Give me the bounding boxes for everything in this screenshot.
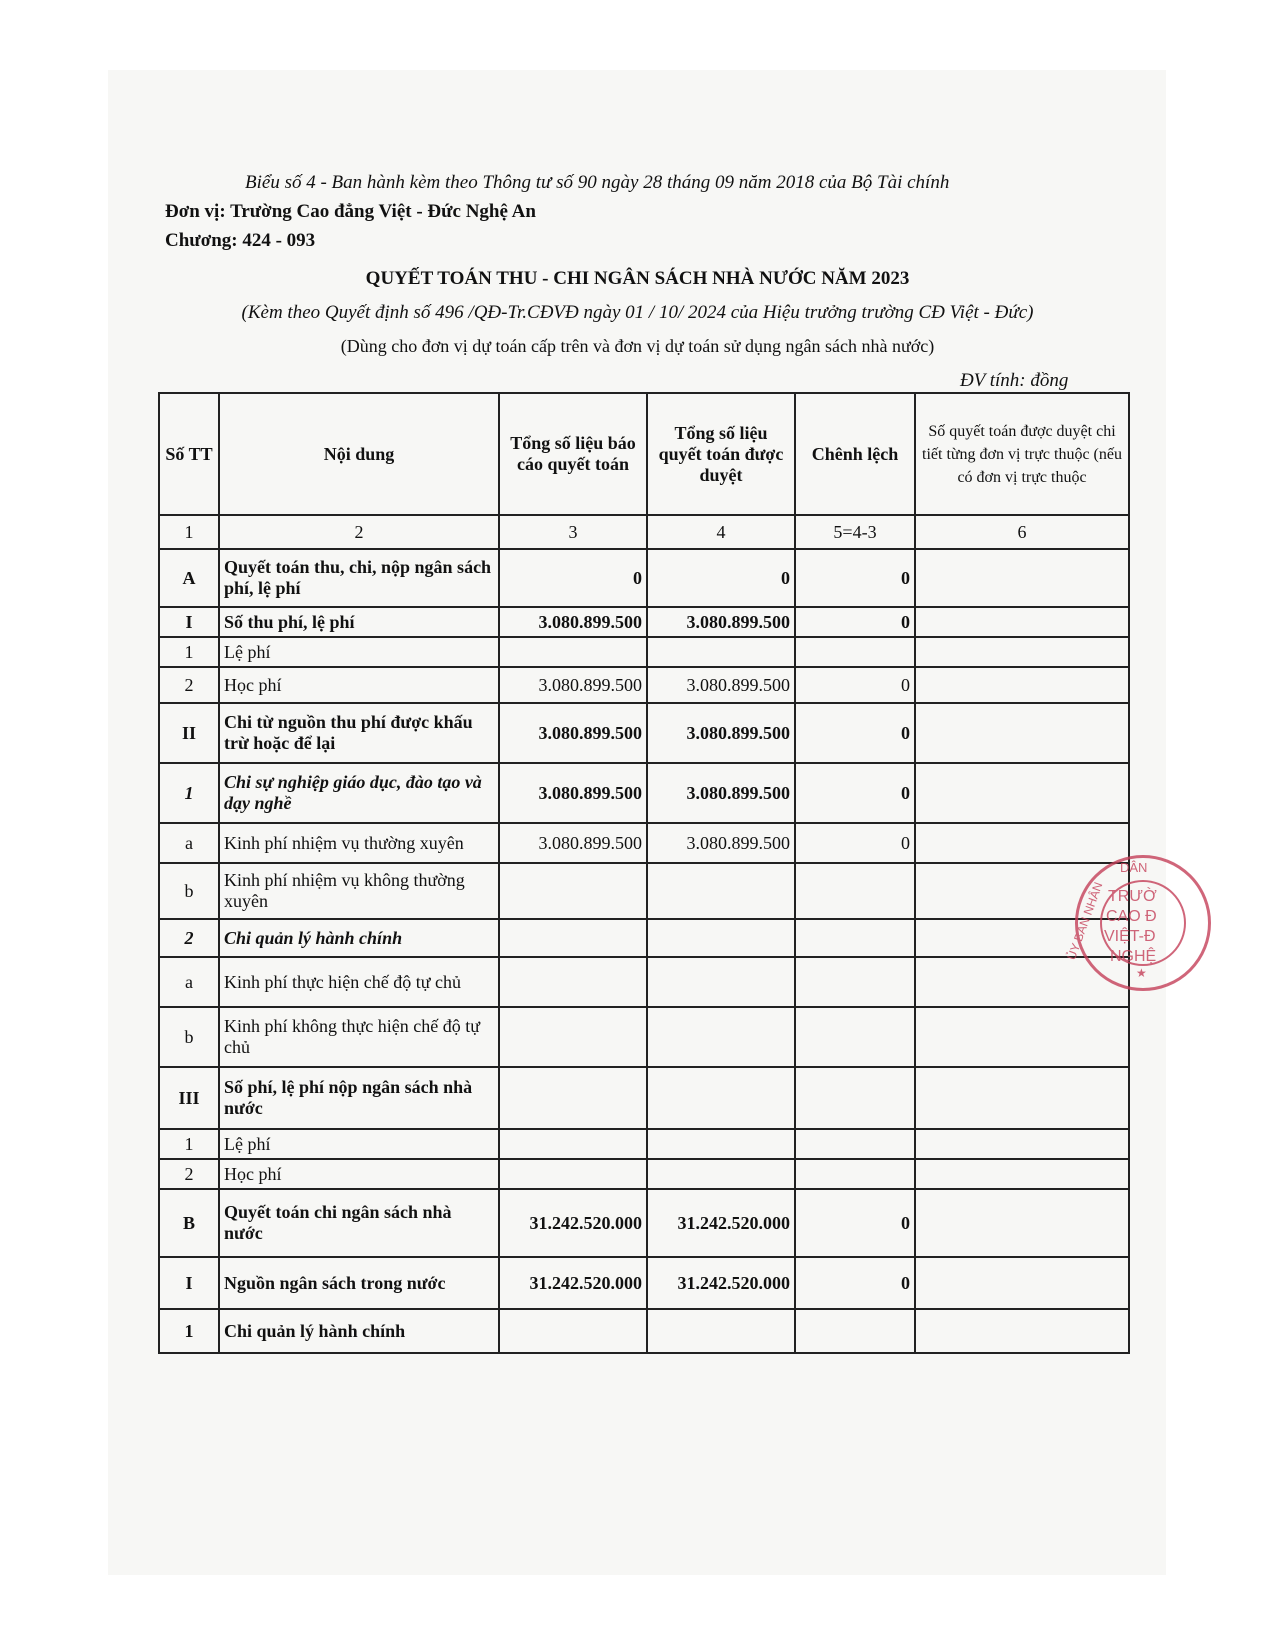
row-approved — [647, 957, 795, 1007]
col-number-2: 2 — [219, 515, 499, 549]
table-row — [159, 703, 1129, 763]
row-content: Nguồn ngân sách trong nước — [219, 1257, 499, 1309]
row-approved: 3.080.899.500 — [647, 823, 795, 863]
table-row — [159, 863, 1129, 919]
row-stt: I — [159, 1257, 219, 1309]
chapter-code: Chương: 424 - 093 — [165, 230, 316, 251]
row-reported: 3.080.899.500 — [499, 823, 647, 863]
header-detail: Số quyết toán được duyệt chi tiết từng đơn vị trực thuộc (nếu có đơn vị trực thuộc — [915, 393, 1129, 515]
row-content: Lệ phí — [219, 1129, 499, 1159]
official-seal — [1064, 855, 1211, 991]
row-diff: 0 — [795, 607, 915, 637]
row-stt: b — [159, 863, 219, 919]
seal-ring-top: DÂN — [1120, 860, 1148, 875]
row-detail — [915, 607, 1129, 637]
row-diff — [795, 919, 915, 957]
table-row — [159, 1067, 1129, 1129]
row-stt: b — [159, 1007, 219, 1067]
usage-note: (Dùng cho đơn vị dự toán cấp trên và đơn vị dự toán sử dụng ngân sách nhà nước) — [340, 336, 935, 356]
row-approved: 3.080.899.500 — [647, 667, 795, 703]
row-approved — [647, 1067, 795, 1129]
row-content: Kinh phí không thực hiện chế độ tự chủ — [219, 1007, 499, 1067]
row-reported — [499, 1159, 647, 1189]
row-reported — [499, 1309, 647, 1353]
row-approved: 3.080.899.500 — [647, 763, 795, 823]
row-approved: 3.080.899.500 — [647, 607, 795, 637]
row-diff: 0 — [795, 1257, 915, 1309]
row-reported — [499, 957, 647, 1007]
row-detail — [915, 703, 1129, 763]
header-approved: Tổng số liệu quyết toán được duyệt — [647, 393, 795, 515]
table-row — [159, 667, 1129, 703]
row-diff — [795, 637, 915, 667]
row-stt: 2 — [159, 1159, 219, 1189]
row-stt: 2 — [159, 919, 219, 957]
row-reported: 0 — [499, 549, 647, 607]
row-reported: 3.080.899.500 — [499, 763, 647, 823]
row-content: Học phí — [219, 1159, 499, 1189]
row-detail — [915, 1007, 1129, 1067]
table-row — [159, 823, 1129, 863]
row-content: Chi sự nghiệp giáo dục, đào tạo và dạy nghề — [219, 763, 499, 823]
seal-line-3: VIỆT-Đ — [1104, 928, 1156, 945]
row-detail — [915, 637, 1129, 667]
seal-ring-left: ỦY BAN NHÂN — [1064, 880, 1106, 962]
header-reported: Tổng số liệu báo cáo quyết toán — [499, 393, 647, 515]
row-detail — [915, 1129, 1129, 1159]
row-approved: 31.242.520.000 — [647, 1257, 795, 1309]
seal-star-icon: ★ — [1136, 966, 1147, 980]
seal-line-4: NGHỆ — [1110, 948, 1157, 965]
row-approved — [647, 1129, 795, 1159]
row-content: Số thu phí, lệ phí — [219, 607, 499, 637]
header-stt: Số TT — [159, 393, 219, 515]
form-note: Biểu số 4 - Ban hành kèm theo Thông tư số 90 ngày 28 tháng 09 năm 2018 của Bộ Tài chính — [245, 172, 950, 193]
row-diff — [795, 1129, 915, 1159]
row-detail — [915, 763, 1129, 823]
row-diff — [795, 1309, 915, 1353]
unit-name: Đơn vị: Trường Cao đẳng Việt - Đức Nghệ An — [165, 201, 536, 222]
row-content: Chi quản lý hành chính — [219, 1309, 499, 1353]
row-detail — [915, 1159, 1129, 1189]
row-content: Số phí, lệ phí nộp ngân sách nhà nước — [219, 1067, 499, 1129]
row-approved — [647, 1007, 795, 1067]
row-diff — [795, 1067, 915, 1129]
table-row — [159, 763, 1129, 823]
row-reported — [499, 863, 647, 919]
col-number-1: 1 — [159, 515, 219, 549]
row-stt: I — [159, 607, 219, 637]
table-row — [159, 919, 1129, 957]
col-number-3: 3 — [499, 515, 647, 549]
document-subtitle: (Kèm theo Quyết định số 496 /QĐ-Tr.CĐVĐ ngày 01 / 10/ 2024 của Hiệu trưởng trường CĐ Việt - Đức) — [241, 302, 1034, 323]
row-detail — [915, 549, 1129, 607]
budget-table — [158, 392, 1130, 1354]
table-row — [159, 1159, 1129, 1189]
row-detail — [915, 1189, 1129, 1257]
row-content: Lệ phí — [219, 637, 499, 667]
row-detail — [915, 1309, 1129, 1353]
seal-line-1: TRƯỜ — [1108, 888, 1157, 905]
table-row — [159, 957, 1129, 1007]
row-content: Chi từ nguồn thu phí được khấu trừ hoặc để lại — [219, 703, 499, 763]
table-row — [159, 637, 1129, 667]
row-content: Kinh phí nhiệm vụ không thường xuyên — [219, 863, 499, 919]
row-stt: B — [159, 1189, 219, 1257]
row-reported: 31.242.520.000 — [499, 1257, 647, 1309]
table-row — [159, 1007, 1129, 1067]
row-diff: 0 — [795, 1189, 915, 1257]
header-diff: Chênh lệch — [795, 393, 915, 515]
row-approved — [647, 919, 795, 957]
header-row — [159, 393, 1129, 515]
row-detail — [915, 823, 1129, 863]
row-stt: 1 — [159, 1309, 219, 1353]
row-diff: 0 — [795, 667, 915, 703]
header-content: Nội dung — [219, 393, 499, 515]
row-reported — [499, 919, 647, 957]
row-approved: 3.080.899.500 — [647, 703, 795, 763]
row-approved — [647, 637, 795, 667]
row-reported: 3.080.899.500 — [499, 703, 647, 763]
row-content: Kinh phí thực hiện chế độ tự chủ — [219, 957, 499, 1007]
row-stt: a — [159, 823, 219, 863]
row-diff — [795, 1007, 915, 1067]
column-number-row — [159, 515, 1129, 549]
row-diff — [795, 1159, 915, 1189]
row-reported — [499, 1129, 647, 1159]
row-stt: II — [159, 703, 219, 763]
row-stt: a — [159, 957, 219, 1007]
table-row — [159, 1189, 1129, 1257]
row-stt: 1 — [159, 637, 219, 667]
row-content: Chi quản lý hành chính — [219, 919, 499, 957]
row-approved: 0 — [647, 549, 795, 607]
row-detail — [915, 1067, 1129, 1129]
row-diff — [795, 863, 915, 919]
row-approved — [647, 863, 795, 919]
table-row — [159, 1309, 1129, 1353]
row-diff: 0 — [795, 549, 915, 607]
row-reported — [499, 1067, 647, 1129]
row-content: Quyết toán chi ngân sách nhà nước — [219, 1189, 499, 1257]
row-content: Kinh phí nhiệm vụ thường xuyên — [219, 823, 499, 863]
table-row — [159, 1257, 1129, 1309]
row-stt: 2 — [159, 667, 219, 703]
row-stt: 1 — [159, 1129, 219, 1159]
table-row — [159, 549, 1129, 607]
document-title: QUYẾT TOÁN THU - CHI NGÂN SÁCH NHÀ NƯỚC NĂM 2023 — [365, 268, 910, 289]
row-content: Học phí — [219, 667, 499, 703]
col-number-4: 4 — [647, 515, 795, 549]
table-row — [159, 607, 1129, 637]
row-reported: 31.242.520.000 — [499, 1189, 647, 1257]
table-row — [159, 1129, 1129, 1159]
row-detail — [915, 667, 1129, 703]
currency-unit: ĐV tính: đồng — [960, 370, 1069, 391]
row-stt: A — [159, 549, 219, 607]
row-content: Quyết toán thu, chi, nộp ngân sách phí, lệ phí — [219, 549, 499, 607]
row-reported: 3.080.899.500 — [499, 667, 647, 703]
row-approved: 31.242.520.000 — [647, 1189, 795, 1257]
row-stt: III — [159, 1067, 219, 1129]
row-diff: 0 — [795, 763, 915, 823]
col-number-5: 5=4-3 — [795, 515, 915, 549]
row-diff: 0 — [795, 823, 915, 863]
row-diff — [795, 957, 915, 1007]
row-detail — [915, 1257, 1129, 1309]
row-reported — [499, 637, 647, 667]
row-stt: 1 — [159, 763, 219, 823]
row-reported: 3.080.899.500 — [499, 607, 647, 637]
col-number-6: 6 — [915, 515, 1129, 549]
seal-line-2: CAO Đ — [1106, 908, 1157, 925]
row-approved — [647, 1309, 795, 1353]
row-approved — [647, 1159, 795, 1189]
row-diff: 0 — [795, 703, 915, 763]
row-reported — [499, 1007, 647, 1067]
